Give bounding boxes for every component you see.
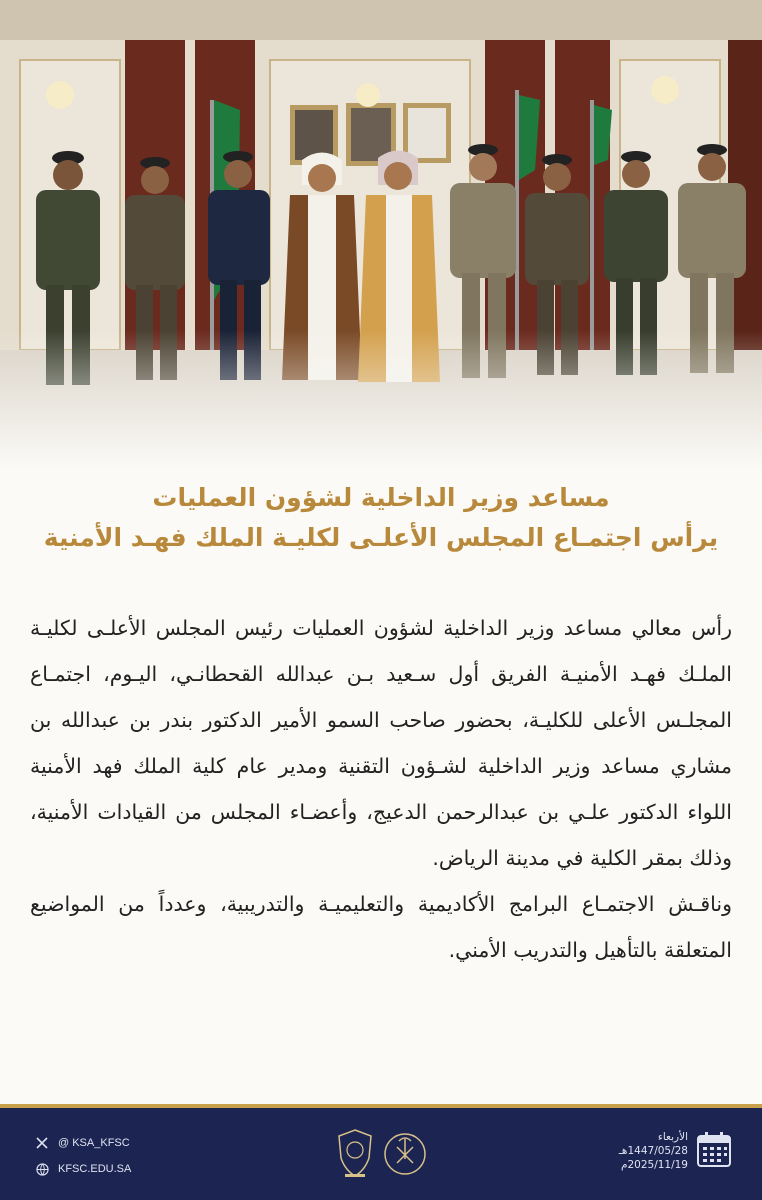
article-body [30,605,732,973]
photo-illustration [0,0,762,470]
emblems [335,1124,427,1188]
x-account-link[interactable] [34,1130,131,1156]
saudi-emblem [383,1129,427,1183]
gregorian-date: 2025/11/19م [620,1159,688,1171]
date-text [619,1130,688,1172]
article-paragraph-1: رأس معالي مساعد وزير الداخلية لشؤون العمليات رئيس المجلس الأعلـى لكليـة الملـك فهـد الأمنيـة الفريق أول سـعيد بـن عبدالله القحطانـي، اليـوم، اجتمـاع المجلـس الأعلى للكليـة، بحضور صاحب السمو الأمير الدكتور بندر بن عبدالله بن مشاري مساعد وزير الداخلية لشـؤون التقنية ومدير عام كلية الملك فهد الأمنية اللواء الدكتور علـي بن عبدالرحمن الدعيج، وأعضـاء المجلس من القيادات الأمنية، وذلك بمقر الكلية في مدينة الرياض. [30,616,732,870]
headline [30,478,732,558]
calendar-icon [696,1130,732,1172]
x-handle: @ KSA_KFSC [58,1137,130,1149]
footer-bar [0,1104,762,1200]
headline-line-1: مساعد وزير الداخلية لشؤون العمليات [152,483,610,512]
meeting-group-photo [0,0,762,470]
article-paragraph-2: وناقـش الاجتمـاع البرامج الأكاديمية والتعليميـة والتدريبية، وعدداً من المواضيع المتعلقة بالتأهيل والتدريب الأمني. [30,892,732,962]
x-logo-icon [34,1135,50,1151]
social-links [34,1130,131,1182]
website-url: KFSC.EDU.SA [58,1163,132,1175]
globe-icon [34,1161,50,1177]
day-name: الأربعاء [657,1131,688,1143]
college-emblem [335,1128,375,1184]
website-link[interactable] [34,1156,131,1182]
hijri-date: 1447/05/28هـ [618,1145,688,1157]
headline-line-2: يرأس اجتمـاع المجلس الأعلـى لكليـة الملك فهـد الأمنية [43,523,719,552]
date-block [619,1130,732,1172]
